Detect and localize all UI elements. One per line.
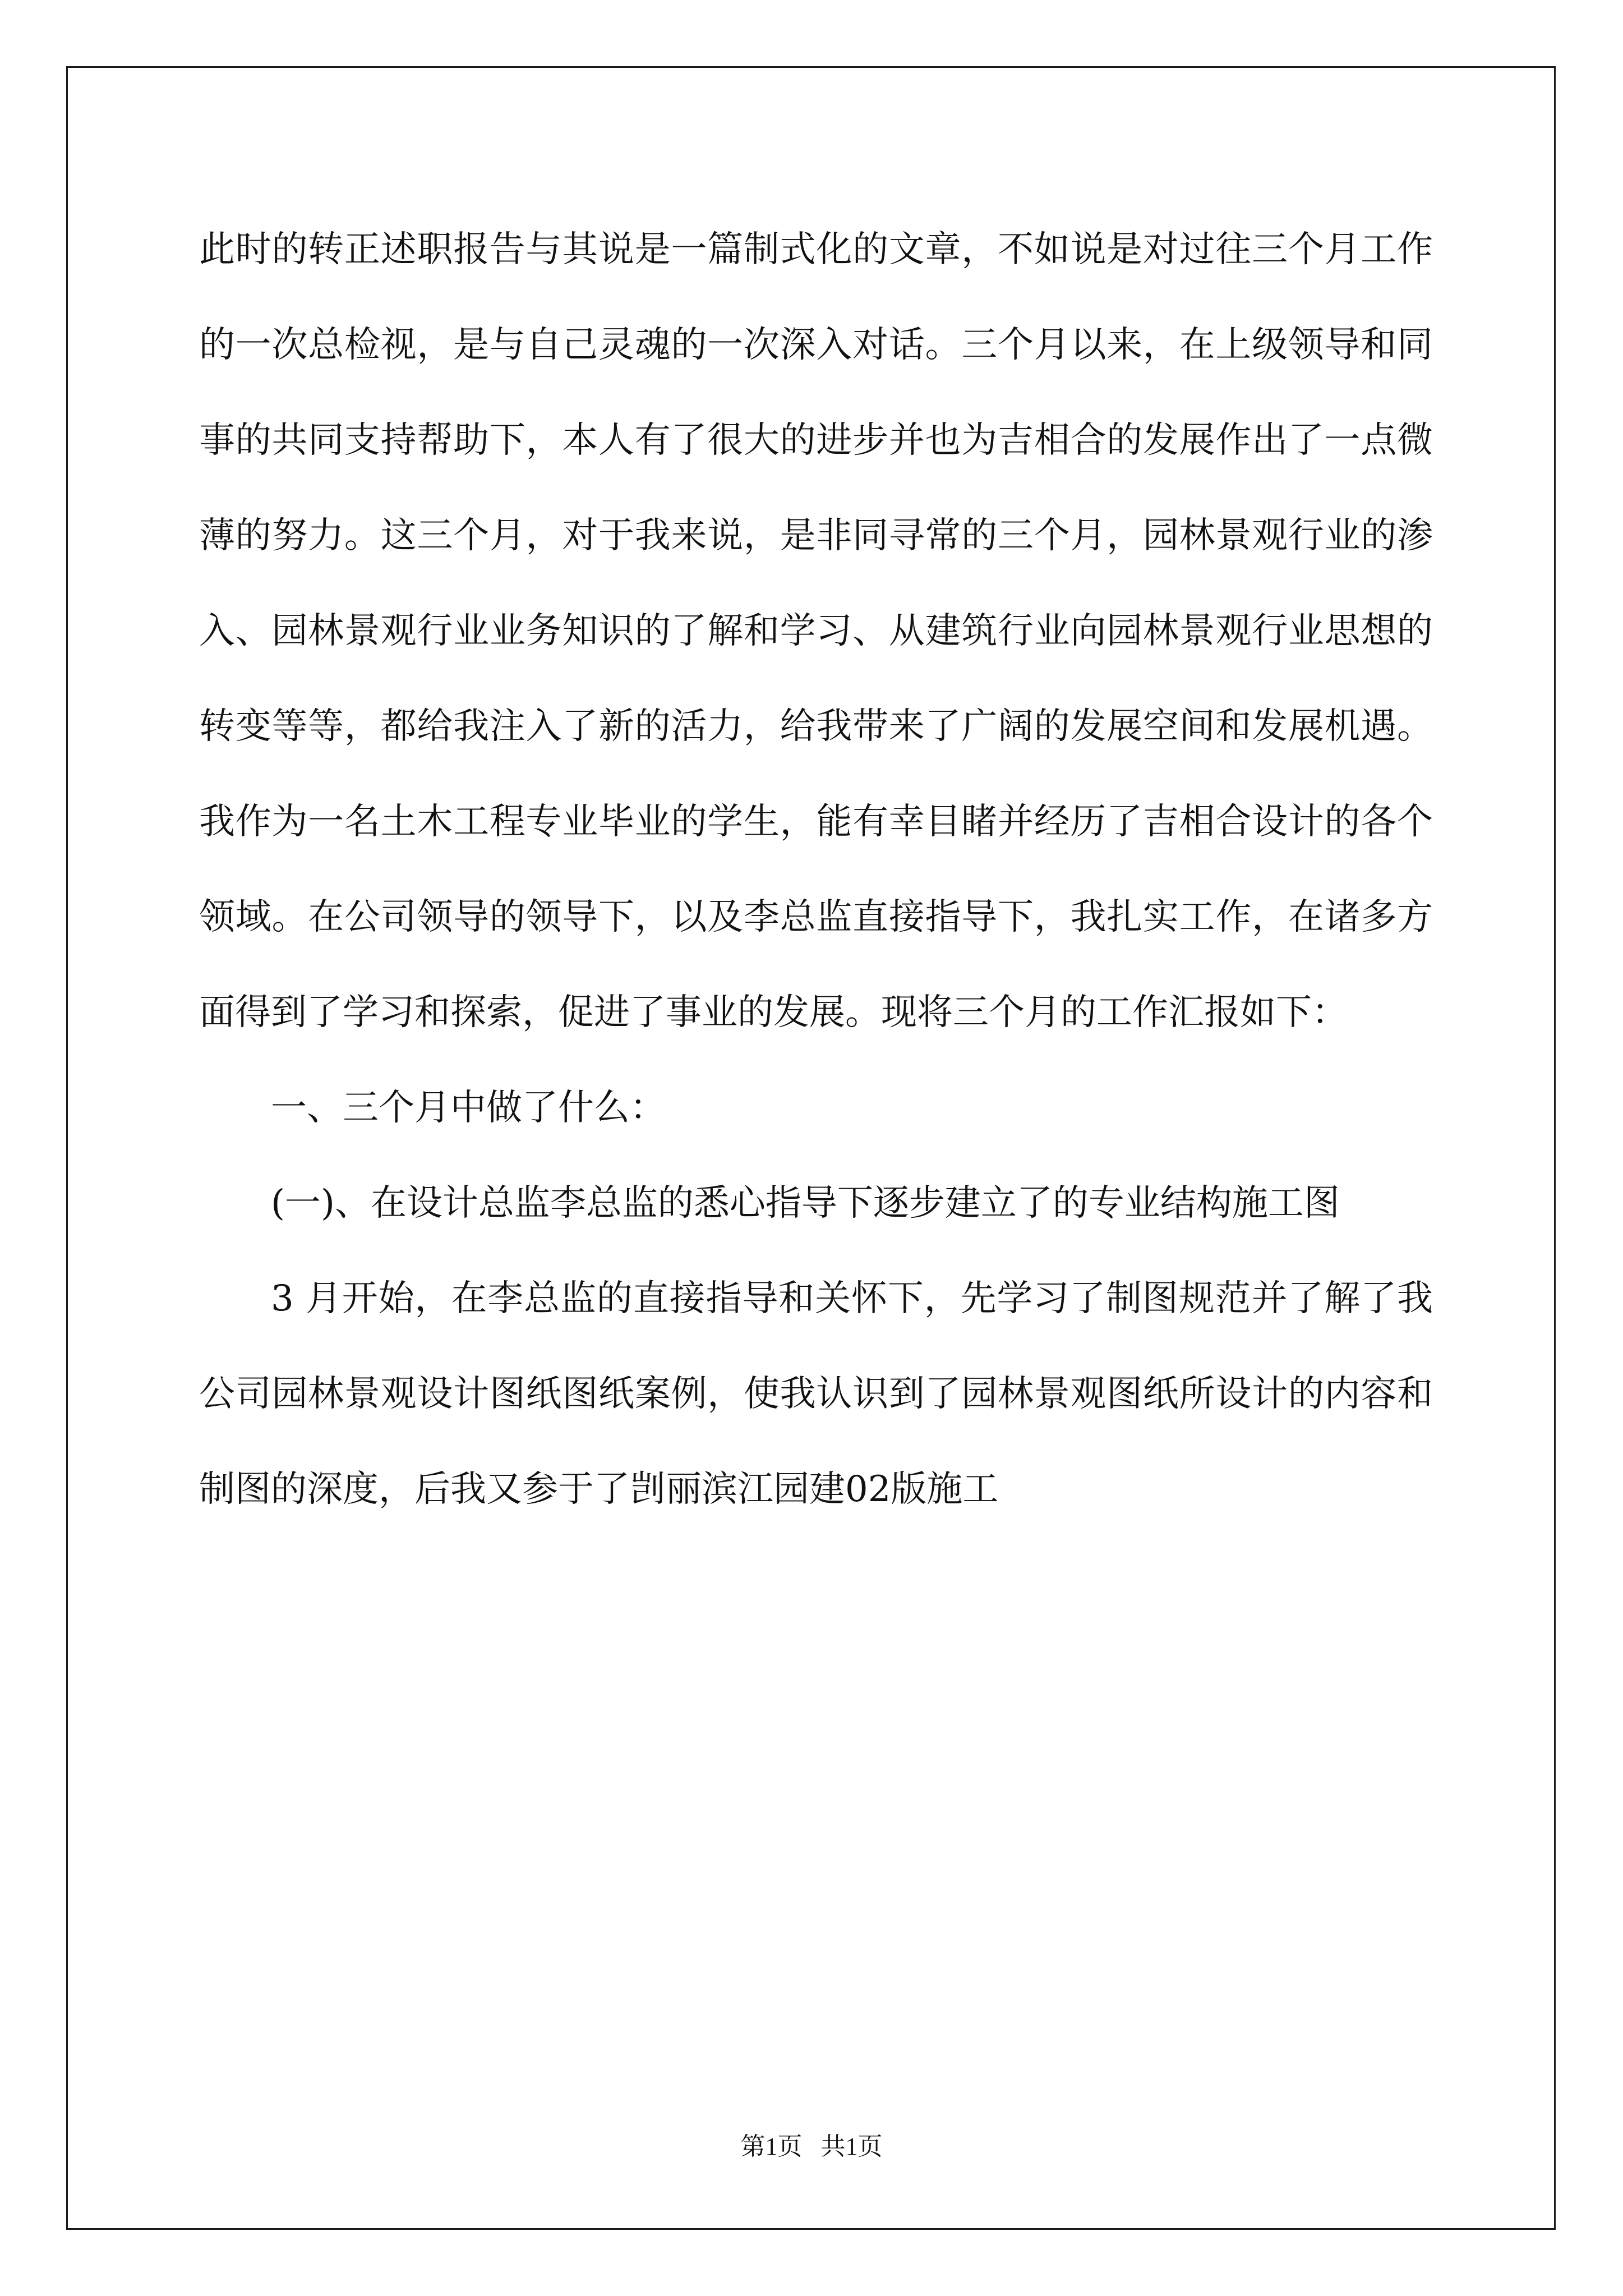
section-heading: 一、三个月中做了什么： bbox=[271, 1087, 666, 1129]
paragraph-march: 3 月开始，在李总监的直接指导和关怀下，先学习了制图规范并了解了我公司园林景观设计图纸图纸案例，使我认识到了园林景观图纸所设计的内容和制图的深度，后我又参于了剀丽滨江园建02版施工 bbox=[199, 1278, 1433, 1510]
subsection-heading: (一)、在设计总监李总监的悉心指导下逐步建立了的专业结构施工图 bbox=[271, 1182, 1340, 1224]
paragraph-intro: 此时的转正述职报告与其说是一篇制式化的文章，不如说是对过往三个月工作的一次总检视，是与自己灵魂的一次深入对话。三个月以来，在上级领导和同事的共同支持帮助下，本人有了很大的进步并也为吉相合的发展作出了一点微薄的努力。这三个月，对于我来说，是非同寻常的三个月，园林景观行业的渗入、园林景观行业业务知识的了解和学习、从建筑行业向园林景观行业思想的转变等等，都给我注入了新的活力，给我带来了广阔的发展空间和发展机遇。我作为一名土木工程专业毕业的学生，能有幸目睹并经历了吉相合设计的各个领域。在公司领导的领导下，以及李总监直接指导下，我扎实工作，在诸多方面得到了学习和探索，促进了事业的发展。现将三个月的工作汇报如下： bbox=[199, 229, 1433, 1033]
document-body bbox=[199, 202, 1433, 1537]
page-number: 第1页 共1页 bbox=[740, 2133, 883, 2160]
